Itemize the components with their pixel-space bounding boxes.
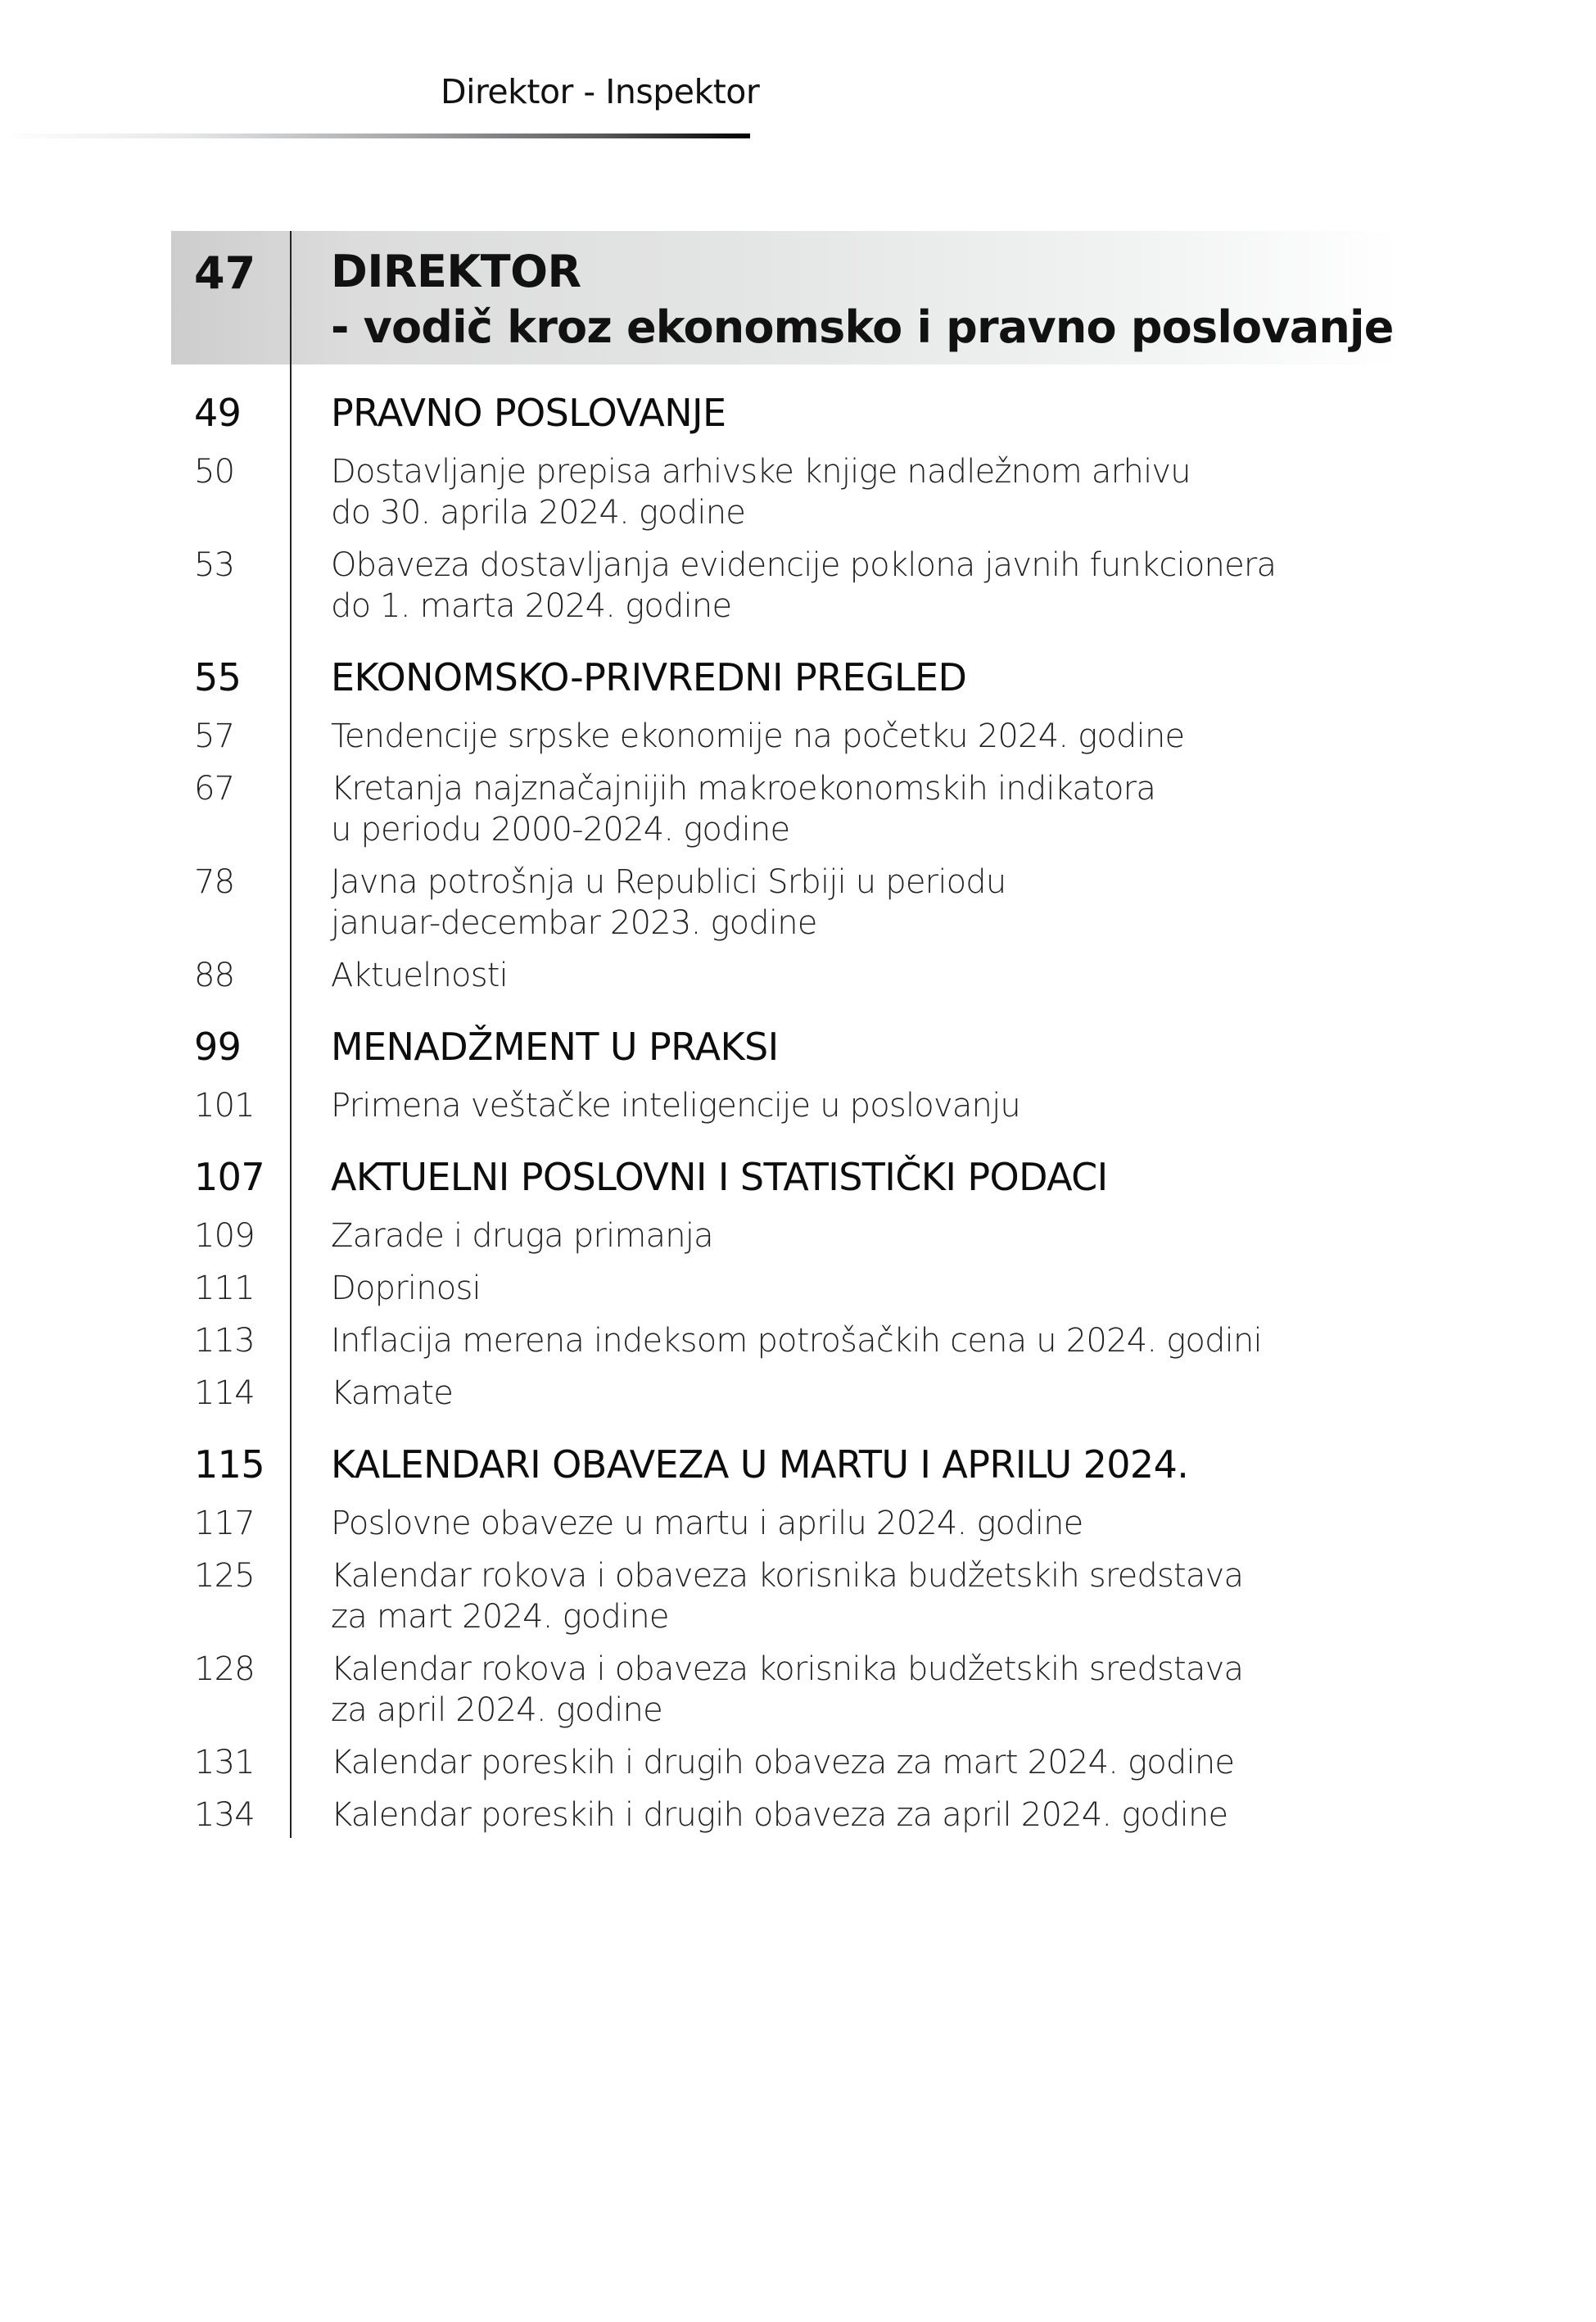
- entry-page-number: 114: [194, 1374, 255, 1412]
- section-page-number: 49: [194, 391, 242, 435]
- section-heading[interactable]: [171, 1026, 1399, 1067]
- entry-title-line: Dostavljanje prepisa arhivske knjige nadležnom arhivu: [331, 453, 1191, 491]
- entry-page-number: 128: [194, 1650, 255, 1688]
- section-heading[interactable]: [171, 657, 1399, 698]
- entry-title-line: Primena veštačke inteligencije u poslovanju: [331, 1087, 1020, 1125]
- entry-page-number: 111: [194, 1270, 255, 1307]
- toc-entry[interactable]: [171, 1795, 1399, 1835]
- entry-page-number: 131: [194, 1744, 255, 1781]
- entry-title-line: Kretanja najznačajnijih makroekonomskih indikatora: [331, 770, 1156, 808]
- entry-title-line: Kalendar poreskih i drugih obaveza za mart 2024. godine: [331, 1744, 1235, 1781]
- toc-entry[interactable]: [171, 1742, 1399, 1783]
- entry-title-line: do 30. aprila 2024. godine: [331, 494, 746, 532]
- entry-page-number: 117: [194, 1505, 255, 1542]
- entry-title: [331, 1503, 1399, 1544]
- entry-title-line: Doprinosi: [331, 1270, 481, 1307]
- toc-entry[interactable]: [171, 1268, 1399, 1309]
- entry-title: [331, 1373, 1399, 1414]
- section-title: MENADŽMENT U PRAKSI: [331, 1025, 779, 1069]
- entry-title-line: za mart 2024. godine: [331, 1598, 669, 1636]
- entry-title: [331, 1268, 1399, 1309]
- section-heading[interactable]: [171, 1444, 1399, 1485]
- entry-title: [331, 1795, 1399, 1835]
- entry-title-line: Obaveza dostavljanja evidencije poklona javnih funkcionera: [331, 546, 1277, 584]
- entry-page-number: 78: [194, 863, 235, 901]
- table-of-contents: [171, 231, 1399, 364]
- entry-title: [331, 451, 1399, 533]
- entry-title-line: Aktuelnosti: [331, 957, 508, 994]
- entry-title-line: do 1. marta 2024. godine: [331, 587, 732, 625]
- entry-title-line: Tendencije srpske ekonomije na početku 2024. godine: [331, 717, 1185, 755]
- entry-title: [331, 716, 1399, 757]
- toc-entry[interactable]: [171, 1085, 1399, 1126]
- feature-entry[interactable]: [171, 231, 1399, 364]
- entry-title-line: Javna potrošnja u Republici Srbiji u periodu: [331, 863, 1006, 901]
- entry-title: [331, 1320, 1399, 1361]
- entry-page-number: 67: [194, 770, 235, 808]
- entry-title: [331, 768, 1399, 850]
- section-page-number: 115: [194, 1442, 264, 1487]
- section-heading[interactable]: [171, 392, 1399, 433]
- entry-page-number: 125: [194, 1557, 255, 1595]
- running-head: Direktor - Inspektor: [441, 72, 760, 111]
- header-rule: [0, 134, 750, 138]
- entry-title: [331, 545, 1399, 627]
- entry-page-number: 134: [194, 1796, 255, 1834]
- entry-title-line: u periodu 2000-2024. godine: [331, 811, 790, 849]
- feature-subtitle: - vodič kroz ekonomsko i pravno poslovanje: [331, 301, 1394, 353]
- toc-entry[interactable]: [171, 1215, 1399, 1256]
- section-title: PRAVNO POSLOVANJE: [331, 391, 726, 435]
- feature-page-number: 47: [194, 247, 256, 299]
- entry-title-line: Kamate: [331, 1374, 454, 1412]
- entry-title-line: Zarade i druga primanja: [331, 1217, 713, 1255]
- section-page-number: 107: [194, 1155, 264, 1199]
- entry-title-line: za april 2024. godine: [331, 1691, 662, 1729]
- entry-page-number: 109: [194, 1217, 255, 1255]
- entry-page-number: 57: [194, 717, 235, 755]
- section-title: KALENDARI OBAVEZA U MARTU I APRILU 2024.: [331, 1442, 1189, 1487]
- entry-title: [331, 862, 1399, 944]
- toc-entry[interactable]: [171, 862, 1399, 944]
- toc-entry[interactable]: [171, 716, 1399, 757]
- toc-entry[interactable]: [171, 1555, 1399, 1637]
- toc-entry[interactable]: [171, 955, 1399, 996]
- section-page-number: 99: [194, 1025, 242, 1069]
- entry-title-line: Poslovne obaveze u martu i aprilu 2024. godine: [331, 1505, 1083, 1542]
- entry-page-number: 101: [194, 1087, 255, 1125]
- entry-page-number: 88: [194, 957, 235, 994]
- entry-page-number: 50: [194, 453, 235, 491]
- section-title: EKONOMSKO-PRIVREDNI PREGLED: [331, 655, 967, 699]
- entry-page-number: 113: [194, 1322, 255, 1360]
- entry-title-line: januar-decembar 2023. godine: [331, 904, 817, 942]
- entry-title: [331, 1742, 1399, 1783]
- toc-entry[interactable]: [171, 1320, 1399, 1361]
- toc-entry[interactable]: [171, 1373, 1399, 1414]
- toc-entry[interactable]: [171, 451, 1399, 533]
- entry-title-line: Kalendar rokova i obaveza korisnika budžetskih sredstava: [331, 1557, 1244, 1595]
- section-page-number: 55: [194, 655, 242, 699]
- toc-rows: [171, 392, 1399, 1847]
- entry-title: [331, 1085, 1399, 1126]
- entry-page-number: 53: [194, 546, 235, 584]
- feature-title: DIREKTOR: [331, 246, 581, 297]
- toc-entry[interactable]: [171, 1649, 1399, 1731]
- entry-title-line: Kalendar rokova i obaveza korisnika budžetskih sredstava: [331, 1650, 1244, 1688]
- entry-title-line: Kalendar poreskih i drugih obaveza za april 2024. godine: [331, 1796, 1228, 1834]
- toc-entry[interactable]: [171, 545, 1399, 627]
- section-title: AKTUELNI POSLOVNI I STATISTIČKI PODACI: [331, 1155, 1108, 1199]
- entry-title: [331, 1215, 1399, 1256]
- entry-title: [331, 955, 1399, 996]
- entry-title: [331, 1555, 1399, 1637]
- section-heading[interactable]: [171, 1156, 1399, 1197]
- toc-entry[interactable]: [171, 1503, 1399, 1544]
- entry-title: [331, 1649, 1399, 1731]
- entry-title-line: Inflacija merena indeksom potrošačkih cena u 2024. godini: [331, 1322, 1262, 1360]
- toc-entry[interactable]: [171, 768, 1399, 850]
